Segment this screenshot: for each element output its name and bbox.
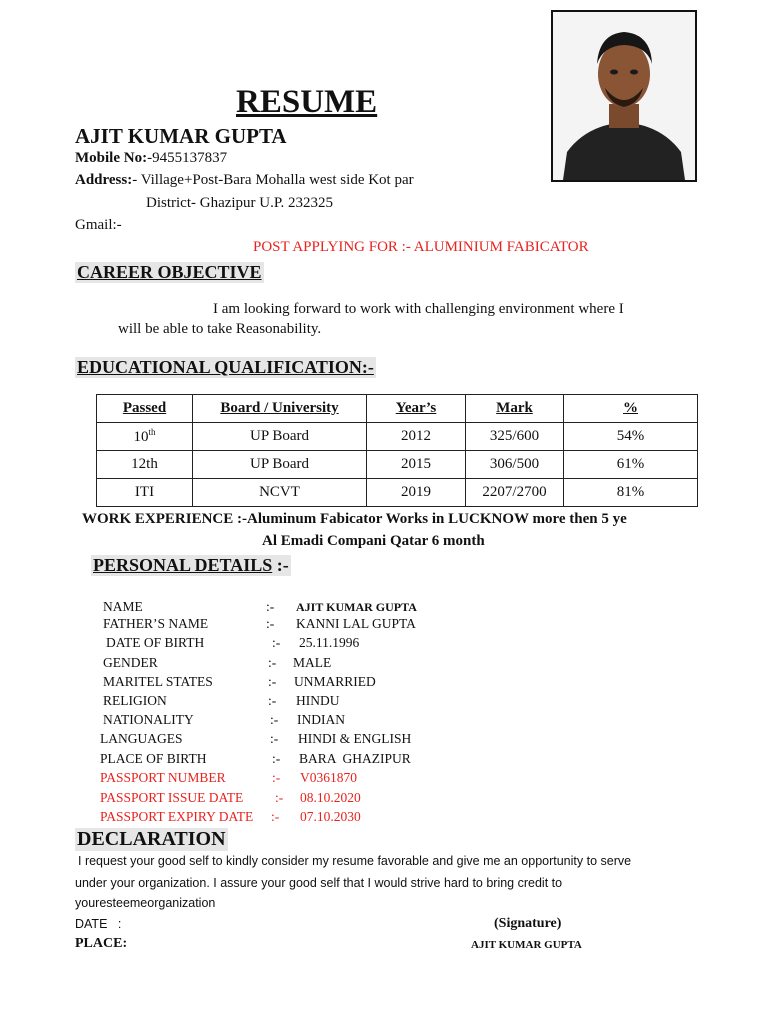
pd-label-passport-expiry: PASSPORT EXPIRY DATE <box>100 809 254 824</box>
address-line1: - Village+Post-Bara Mohalla west side Kot par <box>132 172 414 188</box>
pd-sep: :- <box>272 770 281 785</box>
cell-year: 2019 <box>367 479 466 507</box>
personal-heading-text: PERSONAL DETAILS <box>93 555 273 575</box>
cell-board: NCVT <box>193 479 367 507</box>
declaration-line3: youresteemeorganization <box>75 896 216 910</box>
education-heading: EDUCATIONAL QUALIFICATION:- <box>77 357 374 377</box>
col-year: Year’s <box>367 395 466 423</box>
pd-label-religion: RELIGION <box>103 693 167 708</box>
table-row <box>97 423 698 451</box>
pd-value-passport-number: V0361870 <box>300 770 357 785</box>
pd-label-gender: GENDER <box>103 655 158 670</box>
pd-sep: :- <box>272 751 281 766</box>
cell-passed <box>97 423 193 451</box>
work-experience-line1: WORK EXPERIENCE :-Aluminum Fabicator Works in LUCKNOW more then 5 ye <box>82 511 627 527</box>
date-label: DATE : <box>75 917 122 931</box>
pd-label-nationality: NATIONALITY <box>103 712 194 727</box>
pd-sep: :- <box>275 790 284 805</box>
table-row <box>97 479 698 507</box>
col-passed: Passed <box>97 395 193 423</box>
table-header-row <box>97 395 698 423</box>
cell-percent: 61% <box>564 451 698 479</box>
mobile-label: Mobile No: <box>75 150 148 166</box>
pd-label-passport-number: PASSPORT NUMBER <box>100 770 226 785</box>
cell-board: UP Board <box>193 451 367 479</box>
signature-name: AJIT KUMAR GUPTA <box>471 939 582 951</box>
pd-value-passport-expiry: 07.10.2030 <box>300 809 361 824</box>
cell-mark: 306/500 <box>466 451 564 479</box>
education-table <box>96 394 698 507</box>
declaration-heading: DECLARATION <box>77 828 226 850</box>
pd-value-name: AJIT KUMAR GUPTA <box>296 600 417 614</box>
pd-label-marital: MARITEL STATES <box>103 674 213 689</box>
career-line1: I am looking forward to work with challenging environment where I <box>213 301 624 317</box>
gmail-line: Gmail:- <box>75 217 122 233</box>
cell-year: 2015 <box>367 451 466 479</box>
personal-heading-suffix: :- <box>272 555 289 575</box>
signature-label: (Signature) <box>494 916 562 931</box>
pd-label-passport-issue: PASSPORT ISSUE DATE <box>100 790 244 805</box>
pd-value-passport-issue: 08.10.2020 <box>300 790 361 805</box>
cell-mark: 2207/2700 <box>466 479 564 507</box>
declaration-line2: under your organization. I assure your good self that I would strive hard to bring credit to <box>75 876 563 890</box>
pd-value-dob: 25.11.1996 <box>299 635 360 650</box>
cell-passed: 12th <box>97 451 193 479</box>
declaration-line1: I request your good self to kindly consider my resume favorable and give me an opportunity to serve <box>78 854 632 868</box>
pd-value-place-of-birth: BARA GHAZIPUR <box>299 751 411 766</box>
post-applying: POST APPLYING FOR :- ALUMINIUM FABICATOR <box>253 239 589 255</box>
col-percent: % <box>564 395 698 423</box>
pd-value-languages: HINDI & ENGLISH <box>298 731 412 746</box>
cell-board: UP Board <box>193 423 367 451</box>
work-experience-line2: Al Emadi Compani Qatar 6 month <box>262 533 485 549</box>
cell-year: 2012 <box>367 423 466 451</box>
address-line2: District- Ghazipur U.P. 232325 <box>146 195 334 211</box>
pd-label-father: FATHER’S NAME <box>103 616 209 631</box>
pd-sep: :- <box>268 655 277 670</box>
address-label: Address: <box>75 172 133 188</box>
career-objective-heading: CAREER OBJECTIVE <box>77 262 262 282</box>
personal-details-heading <box>91 555 291 576</box>
pd-sep: :- <box>270 712 279 727</box>
mobile-value: -9455137837 <box>147 150 228 166</box>
pd-value-father: KANNI LAL GUPTA <box>296 616 416 631</box>
candidate-name: AJIT KUMAR GUPTA <box>75 124 287 148</box>
pd-sep: :- <box>272 635 281 650</box>
cell-mark: 325/600 <box>466 423 564 451</box>
pd-value-nationality: INDIAN <box>297 712 345 727</box>
pd-sep: :- <box>270 731 279 746</box>
table-row <box>97 451 698 479</box>
profile-photo <box>551 10 697 182</box>
pd-label-languages: LANGUAGES <box>100 731 183 746</box>
pd-sep: :- <box>268 674 277 689</box>
pd-value-marital: UNMARRIED <box>294 674 376 689</box>
pd-value-religion: HINDU <box>296 693 340 708</box>
passed-sup: th <box>148 427 156 437</box>
pd-label-dob: DATE OF BIRTH <box>106 635 205 650</box>
cell-percent: 54% <box>564 423 698 451</box>
cell-percent: 81% <box>564 479 698 507</box>
pd-sep: :- <box>271 809 280 824</box>
pd-value-gender: MALE <box>293 655 332 670</box>
col-board: Board / University <box>193 395 367 423</box>
place-label: PLACE: <box>75 936 128 951</box>
career-line2: will be able to take Reasonability. <box>118 321 322 337</box>
col-mark: Mark <box>466 395 564 423</box>
passed-value: 10 <box>133 429 149 445</box>
resume-title: RESUME <box>236 84 378 120</box>
pd-sep: :- <box>268 693 277 708</box>
pd-label-name: NAME <box>103 599 143 614</box>
mobile-line <box>75 150 227 167</box>
address-line <box>75 172 414 189</box>
pd-sep: :- <box>266 599 275 614</box>
pd-label-place-of-birth: PLACE OF BIRTH <box>100 751 207 766</box>
cell-passed: ITI <box>97 479 193 507</box>
pd-sep: :- <box>266 616 275 631</box>
